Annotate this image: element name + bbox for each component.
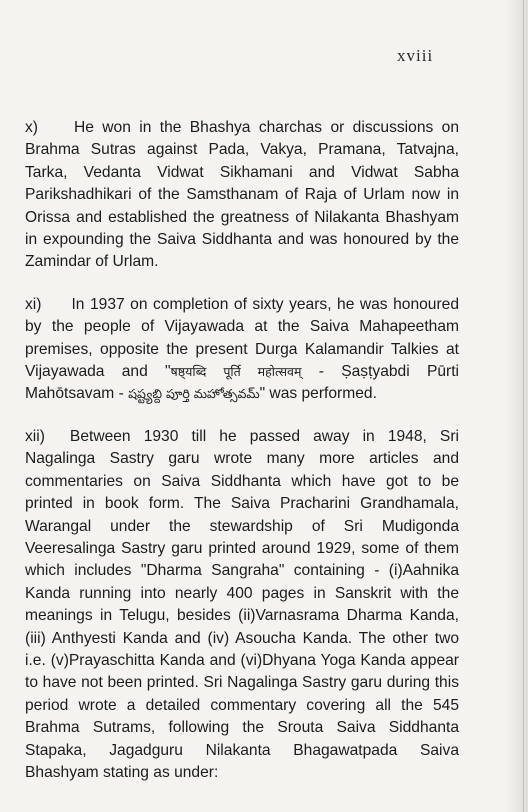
paragraph-x xyxy=(25,117,459,274)
separator-dash: - xyxy=(301,363,342,381)
paragraph-number: x) xyxy=(25,119,38,136)
paragraph-xii xyxy=(25,426,459,785)
paragraph-text: In 1937 on completion of sixty years, he was honoured by the people of Vijayawada at the Saiva Mahapeetham premises, opposite the present Durga Kalamandir Talkies at Vijayawada and " xyxy=(25,295,459,381)
paragraph-number: xii) xyxy=(25,427,45,445)
paragraph-xi xyxy=(25,294,459,406)
page-number: xviii xyxy=(397,46,434,65)
sanskrit-phrase: षष्ठ्यब्दि पूर्ति महोत्सवम् xyxy=(170,364,302,380)
transliterated-phrase: Ṣaṣṭyabdi Pūrti Mahōtsavam xyxy=(25,363,460,403)
separator-dash: - xyxy=(114,385,129,403)
page-body xyxy=(25,117,459,784)
page-edge-shadow xyxy=(506,0,528,812)
paragraph-number: xi) xyxy=(25,295,42,313)
paragraph-text: He won in the Bhashya charchas or discussions on Brahma Sutras against Pada, Vakya, Pramana, Tatvajna, Tarka, Vedanta Vidwat Sikhamani and Vidwat Sabha Parikshadhikari of the Samsthanam of Raja of Urlam now in Orissa and established the greatness of Nilakanta Bhashyam in expounding the Saiva Siddhanta and was honoured by the Zamindar of Urlam. xyxy=(25,119,459,271)
page-edge-line xyxy=(523,0,524,812)
paragraph-text: Between 1930 till he passed away in 1948, Sri Nagalinga Sastry garu wrote many more articles and commentaries on Saiva Siddhanta which have got to be printed in book form. The Saiva Pracharini Grandhamala, Warangal under the stewardship of Sri Mudigonda Veeresalinga Sastry garu printed around 1929, some of them which includes "Dharma Sangraha" containing - (i)Aahnika Kanda running into nearly 400 pages in Sanskrit with the meanings in Telugu, besides (ii)Varnasrama Dharma Kanda, (iii) Anthyesti Kanda and (iv) Asoucha Kanda. The other two i.e. (v)Prayaschitta Kanda and (vi)Dhyana Yoga Kanda appear to have not been printed. Sri Nagalinga Sastry garu during this period wrote a detailed commentary covering all the 545 Brahma Sutrams, following the Srouta Saiva Siddhanta Stapaka, Jagadguru Nilakanta Bhagawatpada Saiva Bhashyam stating as under: xyxy=(25,427,459,781)
paragraph-text-end: " was performed. xyxy=(259,385,377,403)
telugu-phrase: షష్ట్యబ్ది పూర్తి మహోత్సవమ్ xyxy=(128,386,260,402)
